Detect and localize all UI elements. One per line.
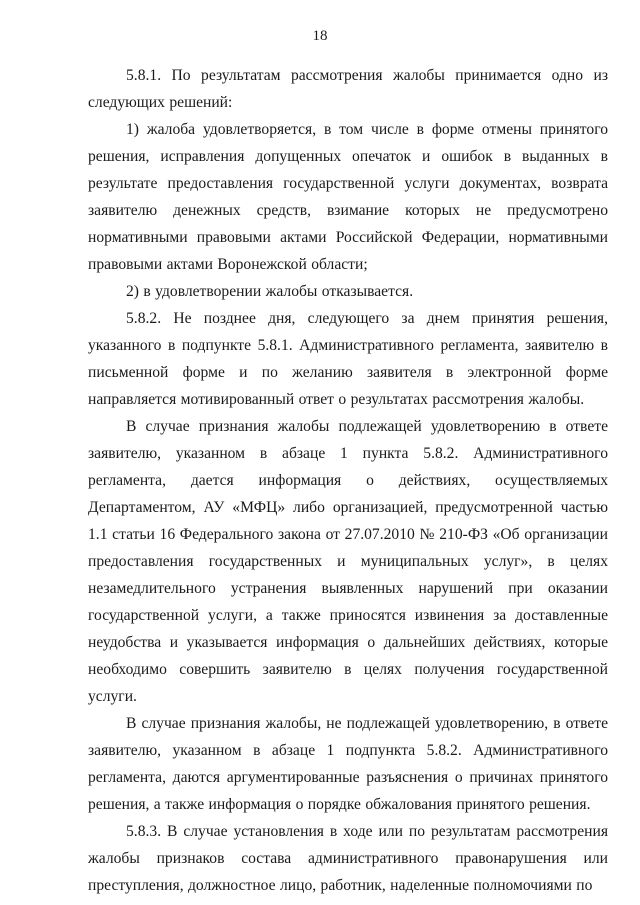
paragraph-5-8-1: 5.8.1. По результатам рассмотрения жалобы принимается одно из следующих решений: [88, 67, 608, 111]
document-body [88, 62, 608, 899]
paragraph-5-8-2: 5.8.2. Не позднее дня, следующего за днем принятия решения, указанного в подпункте 5.8.1. Административного регламента, заявителю в письменной форме и по желанию заявителя в электронной форме направляется мотивированный ответ о результатах рассмотрения жалобы. [88, 310, 608, 408]
paragraph-5-8-3: 5.8.3. В случае установления в ходе или по результатам рассмотрения жалобы признаков состава административного правонарушения или преступления, должностное лицо, работник, наделенные полномочиями по [88, 823, 608, 894]
paragraph-decision-1: 1) жалоба удовлетворяется, в том числе в форме отмены принятого решения, исправления допущенных опечаток и ошибок в выданных в результате предоставления государственной услуги документах, возврата заявителю денежных средств, взимание которых не предусмотрено нормативными правовыми актами Российской Федерации, нормативными правовыми актами Воронежской области; [88, 121, 608, 273]
paragraph-satisfied-case: В случае признания жалобы подлежащей удовлетворению в ответе заявителю, указанном в абзаце 1 пункта 5.8.2. Административного регламента, дается информация о действиях, осуществляемых Департаментом, АУ «МФЦ» либо организацией, предусмотренной частью 1.1 статьи 16 Федерального закона от 27.07.2010 № 210-ФЗ «Об организации предоставления государственных и муниципальных услуг», в целях незамедлительного устранения выявленных нарушений при оказании государственной услуги, а также приносятся извинения за доставленные неудобства и указывается информация о дальнейших действиях, которые необходимо совершить заявителю в целях получения государственной услуги. [88, 418, 608, 705]
paragraph-unsatisfied-case: В случае признания жалобы, не подлежащей удовлетворению, в ответе заявителю, указанном в абзаце 1 подпункта 5.8.2. Административного регламента, даются аргументированные разъяснения о причинах принятого решения, а также информация о порядке обжалования принятого решения. [88, 715, 608, 813]
paragraph-decision-2: 2) в удовлетворении жалобы отказывается. [126, 283, 414, 300]
page-number: 18 [312, 28, 328, 44]
